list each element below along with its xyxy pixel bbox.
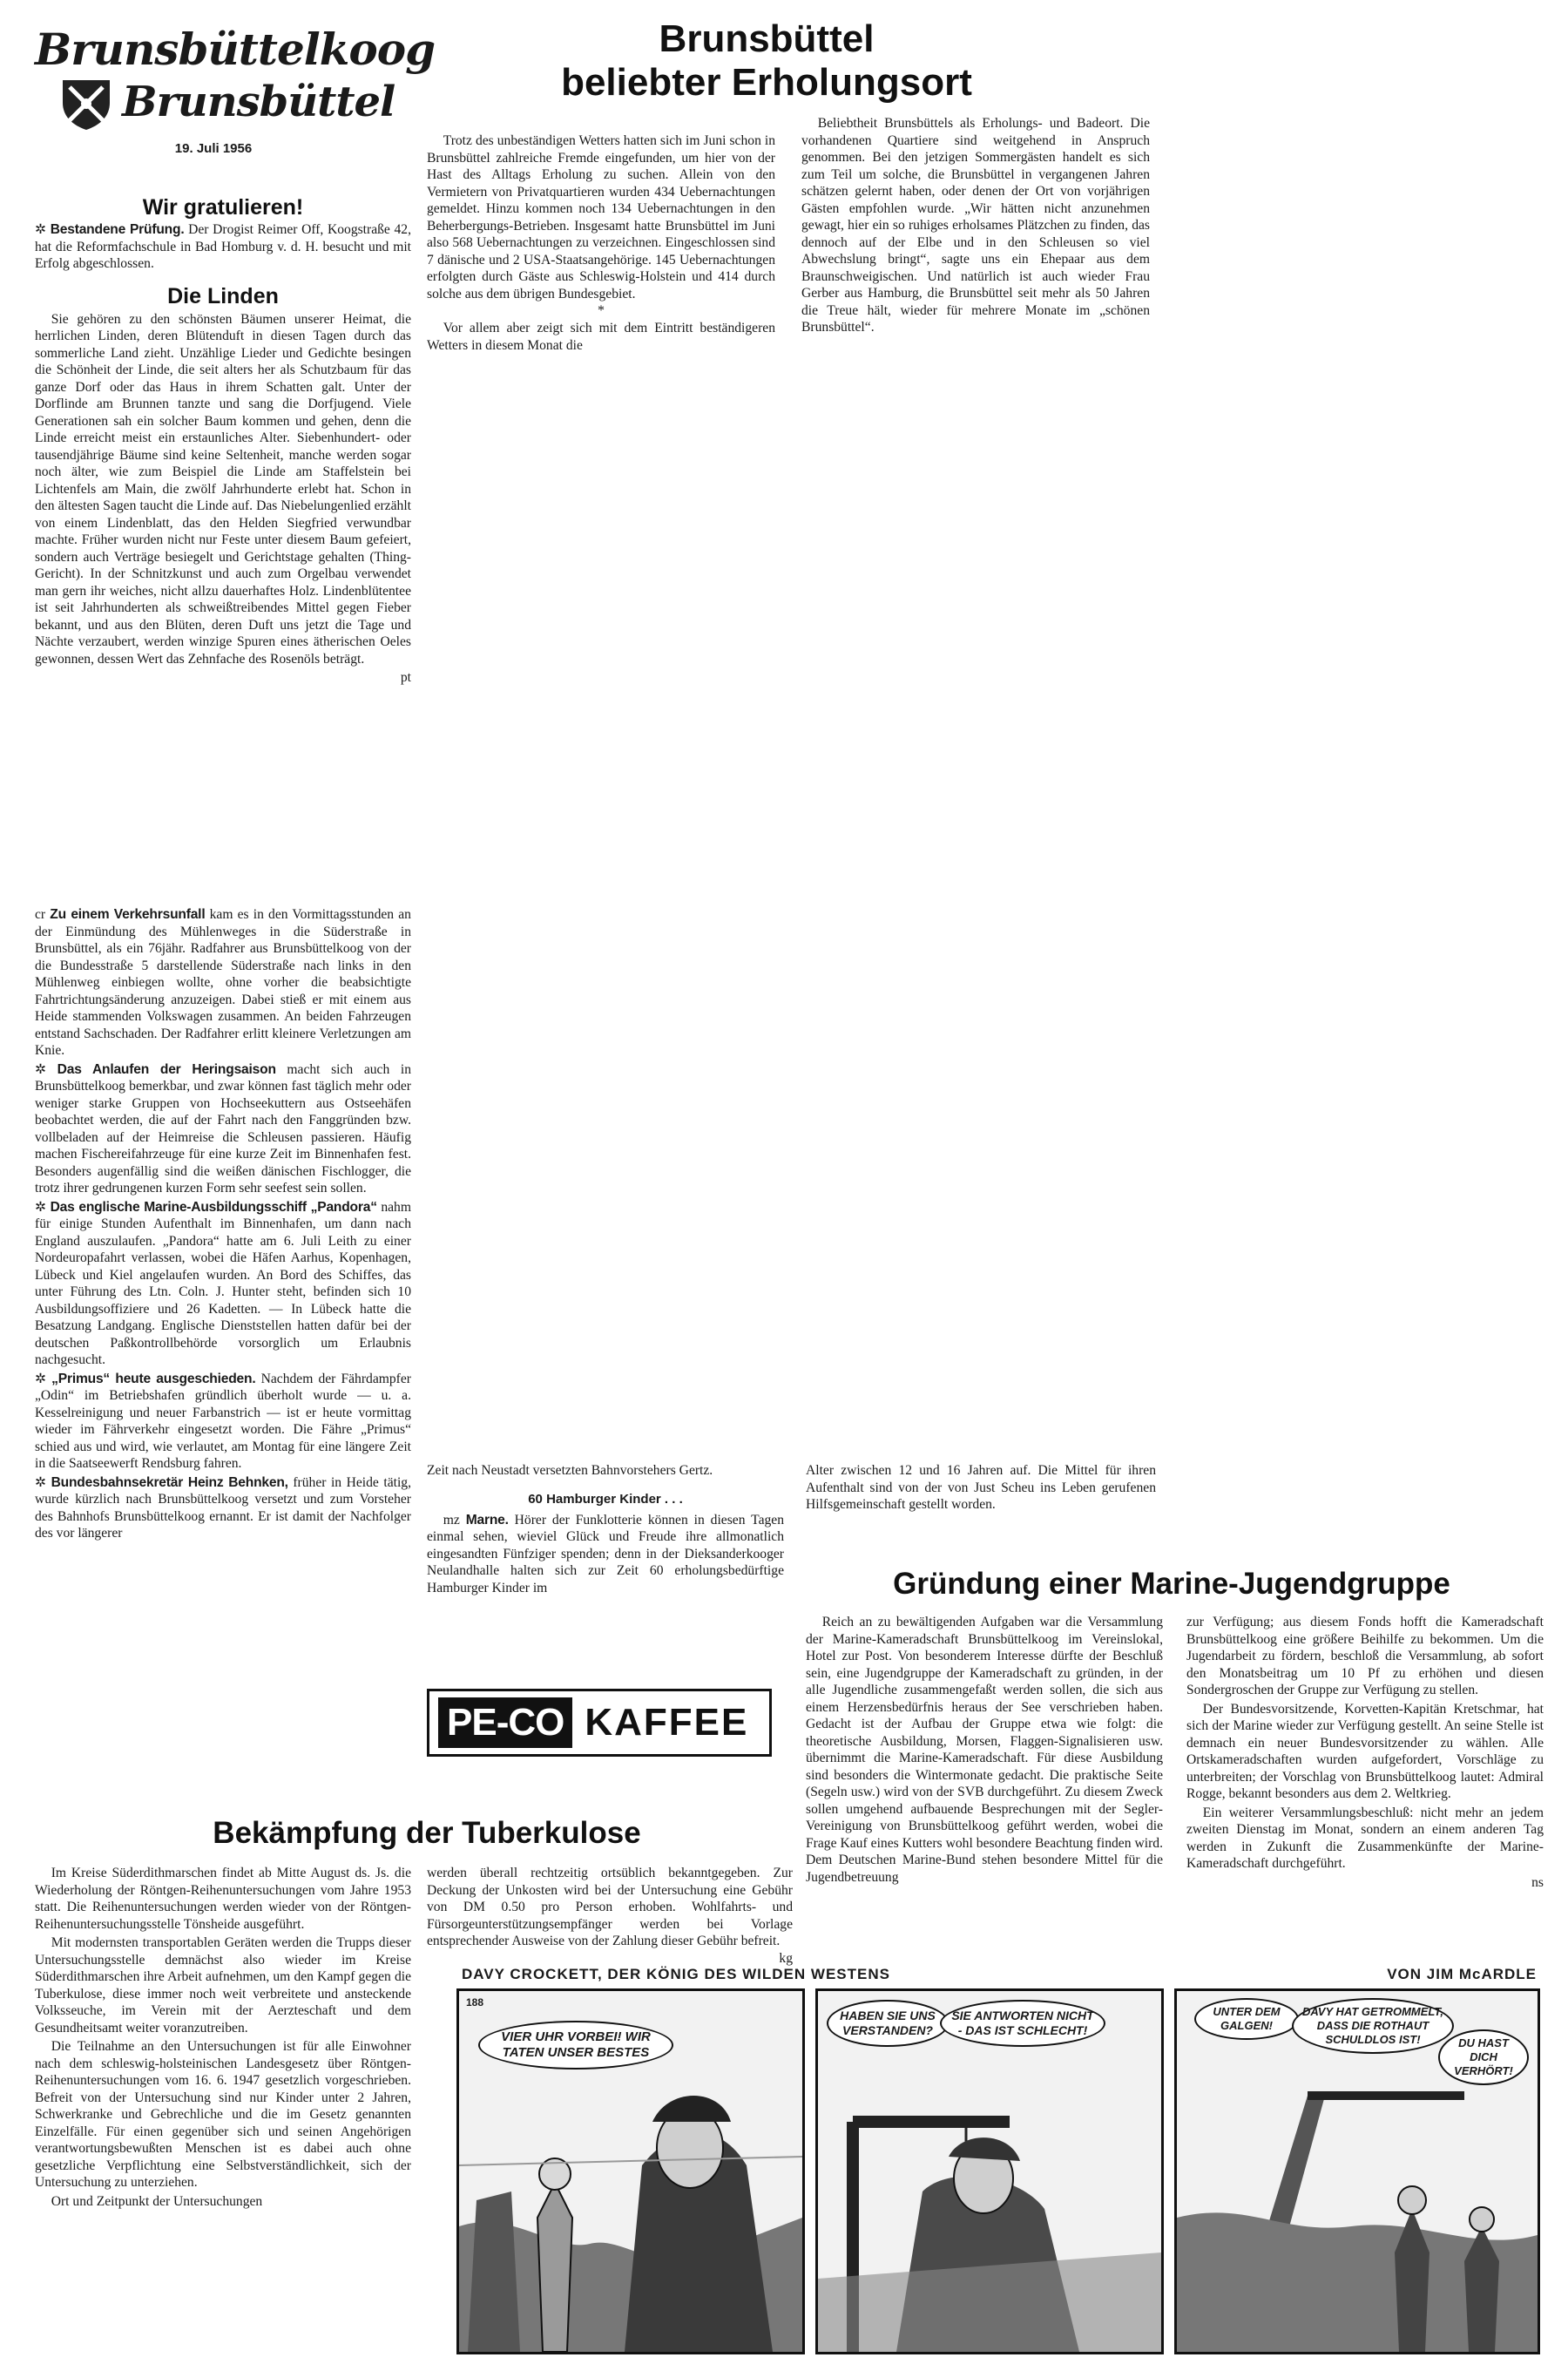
kinder-headline: 60 Hamburger Kinder . . .: [528, 1491, 683, 1507]
comic-panel: [1174, 1988, 1540, 2354]
speech-bubble: HABEN SIE UNS VERSTANDEN?: [827, 2000, 949, 2047]
masthead-title-top: Brunsbüttelkoog: [35, 24, 436, 75]
speech-bubble: SIE ANTWORTEN NICHT - DAS IST SCHLECHT!: [940, 2000, 1105, 2047]
pe-co-kaffee-ad: [427, 1689, 772, 1757]
masthead: [35, 24, 436, 199]
news-item: ✲ Das Anlaufen der Heringsaison macht sich auch in Brunsbüttelkoog bemerkbar, und zwar können fast täglich mehr oder weniger starke Gruppen von Hochseekuttern aus Ostseehäfen beobachtet werden, die auf der Fahrt nach den Fanggründen bzw. vollbeladen auf der Heimreise die Schleusen passieren. Häufig machen Fischereifahrzeuge für eine kurze Zeit im Binnenhafen fest. Besonders augenfällig sind die weißen dänischen Fischlogger, die trotz ihrer gedrungenen kurzen Form sehr seefest sein sollen.: [35, 1061, 411, 1196]
linden-signature: pt: [400, 670, 411, 685]
gratulieren-text: ✲ Bestandene Prüfung. Der Drogist Reimer Off, Koogstraße 42, hat die Reformfachschule in Bad Homburg v. d. H. besucht und mit Erfolg abgeschlossen.: [35, 222, 411, 271]
erholungsort-col1: Trotz des unbeständigen Wetters hatten sich im Juni schon in Brunsbüttel zahlreiche Fremde eingefunden, um hier von der Hast des Alltags Erholung zu suchen. Allein von den Vermietern von Privatquartieren wurden 434 Uebernachtungen gemeldet. Hinzu kommen noch 134 Uebernachtungen in den Beherbergungs-Betrieben. Insgesamt hatte Brunsbüttel im Juni also 568 Uebernachtungen zu verzeichnen. Eingeschlossen sind 7 dänische und 2 USA-Staatsangehörige. 145 Uebernachtungen erfolgten durch Gäste aus Schleswig-Holstein und 414 durch solche aus dem übrigen Bundesgebiet. * Vor allem aber zeigt sich mit dem Eintritt beständigeren Wetters in diesem Monat die: [427, 133, 775, 353]
erholungsort-col2: Beliebtheit Brunsbüttels als Erholungs- und Badeort. Die vorhandenen Quartiere sind weitgehend in Anspruch genommen. Bei den jetzigen Sommergästen handelt es sich zum Teil um solche, die Brunsbüttel in vergangenen Jahren schätzen gelernt haben, oder denen der Ort von vorjährigen Gästen empfohlen wurde. „Wir hätten nicht anzunehmen gewagt, hier ein so ruhiges erholsames Plätzchen zu finden, das dennoch auf der Elbe und in den Schleusen so viel Abwechslung bringt“, sagte uns ein Ehepaar aus dem Braunschweigischen. Und natürlich ist auch wieder Frau Gerber aus Hamburg, die Brunsbüttel seit mehr als 50 Jahren die Treue hält, wieder für mehrere Monate im „schönen Brunsbüttel“.: [801, 116, 1150, 335]
speech-bubble: VIER UHR VORBEI! WIR TATEN UNSER BESTES: [478, 2021, 673, 2070]
marine-col2: zur Verfügung; aus diesem Fonds hofft die Kameradschaft Brunsbüttelkoog eine größere Beihilfe zu bekommen. Um die Jugendarbeit zu fördern, beschloß die Versammlung, ab sofort den Monatsbeitrag um 10 Pf zu erhöhen und diesen Sondergroschen der Gruppe zur Verfügung zu stellen. Der Bundesvorsitzende, Korvetten-Kapitän Kretschmar, hat sich der Marine wieder zur Verfügung gestellt. An seine Stelle ist demnach ein neuer Bundesvorsitzender zu wählen. Alle Ortskameradschaften wurden aufgefordert, Vorschläge zu unterbreiten; der Vorschlag von Brunsbüttelkoog lautet: Admiral Rogge, bekannt besonders aus dem 2. Weltkrieg. Ein weiterer Versammlungsbeschluß: nicht mehr an jedem zweiten Dienstag im Monat, sondern an einem anderen Tag werden in Zukunft die Zusammenkünfte der Marine-Kameradschaft durchgeführt. ns: [1186, 1615, 1544, 1890]
panel-number: 188: [466, 1996, 484, 2009]
star-icon: ✲: [35, 1199, 51, 1215]
speech-bubble: UNTER DEM GALGEN!: [1194, 1998, 1299, 2040]
middle-column-lower: Zeit nach Neustadt versetzten Bahnvorstehers Gertz. 60 Hamburger Kinder . . . mz Marne. Hörer der Funklotterie können in diesen Tagen einmal sehen, wieviel Glück und Freude ihre allmonatlich eingesandten Fünfziger spenden; denn in der Dieksanderkooger Neulandhalle halten sich zur Zeit 60 erholungsbedürftige Hamburger Kinder im: [427, 1463, 784, 1595]
kinder-continuation: Alter zwischen 12 und 16 Jahren auf. Die Mittel für ihren Aufenthalt sind von der von Just Scheu ins Leben gerufenen Hilfsgemeinschaft gestellt worden.: [806, 1463, 1156, 1512]
headline-tuberkulose: Bekämpfung der Tuberkulose: [213, 1816, 641, 1850]
headline-erholungsort: Brunsbüttel beliebter Erholungsort: [561, 17, 972, 104]
star-icon: ✲: [35, 222, 51, 237]
ad-product: KAFFEE: [585, 1701, 749, 1744]
star-icon: ✲: [35, 1061, 57, 1077]
headline-gratulieren: Wir gratulieren!: [142, 195, 304, 220]
kinder-text: mz Marne. Hörer der Funklotterie können in diesen Tagen einmal sehen, wieviel Glück und Freude ihre allmonatlich eingesandten Fünfziger spenden; denn in der Dieksanderkooger Neulandhalle halten sich zur Zeit 60 erholungsbedürftige Hamburger Kinder im: [427, 1512, 784, 1595]
marine-col1: Reich an zu bewältigenden Aufgaben war die Versammlung der Marine-Kameradschaft Brunsbüttelkoog im Vereinslokal, Hotel zur Post. Von besonderem Interesse dürfte der Beschluß sein, eine Jugendgruppe der Kameradschaft zu gründen, in der alle Jugendliche zusammengefaßt werden sollen, die sich aus einem Herzensbedürfnis heraus der See verschrieben haben. Gedacht ist der Aufbau der Gruppe etwa wie folgt: die theoretische Ausbildung, Morsen, Flaggen-Signalisieren usw. übernimmt die Marine-Kameradschaft. Für diese Ausbildung sind besonders die Wintermonate gedacht. Die praktische Seite (Segeln usw.) wird von der SVB durchgeführt. Zu diesem Zweck sollen umgehend aufbauende Besprechungen mit der Segler-Vereinigung von Brunsbüttelkoog geführt werden, wobei die Frage Kauf eines Kutters wohl besondere Beachtung finden wird. Dem Deutschen Marine-Bund stehen besondere Mittel für die Jugendbetreuung: [806, 1615, 1163, 1885]
headline-marine: Gründung einer Marine-Jugendgruppe: [893, 1567, 1450, 1601]
speech-bubble: DU HAST DICH VERHÖRT!: [1438, 2029, 1529, 2085]
tuberkulose-col1: Im Kreise Süderdithmarschen findet ab Mitte August ds. Js. die Wiederholung der Röntgen-Reihenuntersuchungen vom Jahre 1953 statt. Die Reihenuntersuchungen werden wieder von der Röntgen-Reihenuntersuchungsstelle Tönsheide ausgeführt. Mit modernsten transportablen Geräten werden die Trupps dieser Untersuchungsstelle demnächst also wieder im Kreise Süderdithmarschen ihre Arbeit aufnehmen, um den Kampf gegen die Tuberkulose, diese immer noch weit verbreitete und ansteckende Volksseuche, im Verein mit der Aerzteschaft und dem Gesundheitsamt weiter voranzutreiben. Die Teilnahme an den Untersuchungen ist für alle Einwohner nach dem schleswig-holsteinischen Landesgesetz über Röntgen-Reihenuntersuchungen vom 16. 6. 1947 gesetzlich vorgeschrieben. Befreit von der Untersuchung sind nur Kinder unter 2 Jahren, Schwerkranke und Gebrechliche und die im Gesetz genannten Einzelfälle. Für einen gegenüber sich und seinen Angehörigen verantwortungsbewußten Menschen ist es dabei auch ohne gesetzliche Verpflichtung eine Selbstverständlichkeit, sich der Untersuchung zu unterziehen. Ort und Zeitpunkt der Untersuchungen: [35, 1866, 411, 2209]
news-item: ✲ „Primus“ heute ausgeschieden. Nachdem der Fährdampfer „Odin“ im Betriebshafen gründlich überholt wurde — u. a. Kesselreinigung und neuer Farbanstrich — ist er heute vormittag wieder im Fährverkehr eingesetzt worden. Die Fähre „Primus“ schied aus und wird, wie verlautet, am Montag für eine längere Zeit in die Saatseewerft Rendsburg fahren.: [35, 1371, 411, 1471]
comic-title-right: VON JIM McARDLE: [1387, 1966, 1537, 1982]
tuberkulose-col2: werden überall rechtzeitig ortsüblich bekanntgegeben. Zur Deckung der Unkosten wird bei der Untersuchung eine Gebühr von DM 0.50 pro Person erhoben. Wohlfahrts- und Fürsorgeunterstützungsempfänger werden bei Vorlage entsprechender Ausweise von der Zahlung dieser Gebühr befreit. kg: [427, 1866, 793, 1966]
star-icon: ✲: [35, 1474, 51, 1490]
news-item: ✲ Das englische Marine-Ausbildungsschiff „Pandora“ nahm für einige Stunden Aufenthalt im Binnenhafen, um dann nach England auszulaufen. „Pandora“ hatte am 6. Juli Leith zu einer Nordeuropafahrt verlassen, wobei die Häfen Aarhus, Kopenhagen, Lübeck und Kiel angelaufen wurden. An Bord des Schiffes, das unter Führung des Ltn. Coln. J. Hunter steht, befinden sich 10 Ausbildungsoffiziere und 26 Kadetten. — In Lübeck hatte die Besatzung Landgang. Englische Dienststellen hatten dafür bei der deutschen Paßkontrollbehörde vorsorglich um Erlaubnis nachgesucht.: [35, 1199, 411, 1367]
headline-linden: Die Linden: [167, 283, 279, 308]
linden-text: Sie gehören zu den schönsten Bäumen unserer Heimat, die herrlichen Linden, deren Blütenduft in diesen Tagen durch das sommerliche Land zieht. Unzählige Lieder und Gedichte besingen die Schönheit der Linde, die seit alters her als Schutzbaum für das ganze Dorf oder das Haus in ihrem Schatten galt. Unter der Dorflinde am Brunnen tanzte und sang die Dorfjugend. Viele Generationen sah ein solcher Baum kommen und gehen, denn die Linde erreicht meist ein erstaunliches Alter. Siebenhundert- oder tausendjährige Bäume sind keine Seltenheit, manche werden sogar noch älter, wie zum Beispiel die Linde am Staffelstein bei Lichtenfels am Main, die zwölf Jahrhunderte erlebt hat. Schon in den ältesten Sagen taucht die Linde auf. Das Niebelungenlied erzählt von einem Lindenblatt, das den Helden Siegfried verwundbar machte. Früher wurden nicht nur Feste unter diesem Baum gefeiert, sondern auch Verträge besiegelt und Gerichtstage gehalten (Thing-Gericht). In der Schnitzkunst und auch zum Orgelbau verwendet man gern ihr weiches, nicht allzu dauerhaftes Holz. Lindenblütentee ist seit Jahrhunderten als schweißtreibendes Mittel gegen Fieber bekannt, und aus den Blüten, deren Duft uns jetzt die Tage und Nächte verzaubert, werden winzige Spuren eines ätherischen Oeles gewonnen, dessen Wert das Zehnfache des Rosenöls beträgt.: [35, 311, 411, 667]
coat-of-arms-icon: [57, 75, 115, 132]
comic-strip: [456, 1966, 1545, 2358]
ad-brand: PE-CO: [438, 1697, 572, 1748]
news-item: ✲ Bundesbahnsekretär Heinz Behnken, früher in Heide tätig, wurde kürzlich nach Brunsbüttelkoog versetzt und zum Vorsteher des Bahnhofs Brunsbüttelkoog ernannt. Er ist damit der Nachfolger des vor längerer: [35, 1474, 411, 1541]
masthead-title-bottom: Brunsbüttel: [122, 78, 395, 126]
comic-panel: [815, 1988, 1164, 2354]
star-icon: ✲: [35, 1371, 52, 1386]
comic-title-left: DAVY CROCKETT, DER KÖNIG DES WILDEN WESTENS: [462, 1966, 890, 1982]
issue-date: 19. Juli 1956: [174, 141, 253, 156]
news-item: cr Zu einem Verkehrsunfall kam es in den Vormittagsstunden an der Einmündung des Mühlenweges in die Süderstraße in Brunsbüttel, als ein 76jähr. Radfahrer aus Brunsbüttelkoog von der die Bundesstraße 5 darstellende Süderstraße nach links in den Mühlenweg einbiegen wollte, ohne vorher die beabsichtigte Fahrtrichtungsänderung anzuzeigen. Dabei stieß er mit einem aus Heide stammenden Volkswagen zusammen. An beiden Fahrzeugen entstand Sachschaden. Der Radfahrer erlitt kleinere Verletzungen am Knie.: [35, 907, 411, 1058]
comic-panel: [456, 1988, 805, 2354]
local-news-column: [35, 906, 411, 1791]
speech-bubble: DAVY HAT GETROMMELT, DASS DIE ROTHAUT SCHULDLOS IST!: [1292, 1998, 1454, 2054]
left-column-top: [35, 193, 411, 882]
